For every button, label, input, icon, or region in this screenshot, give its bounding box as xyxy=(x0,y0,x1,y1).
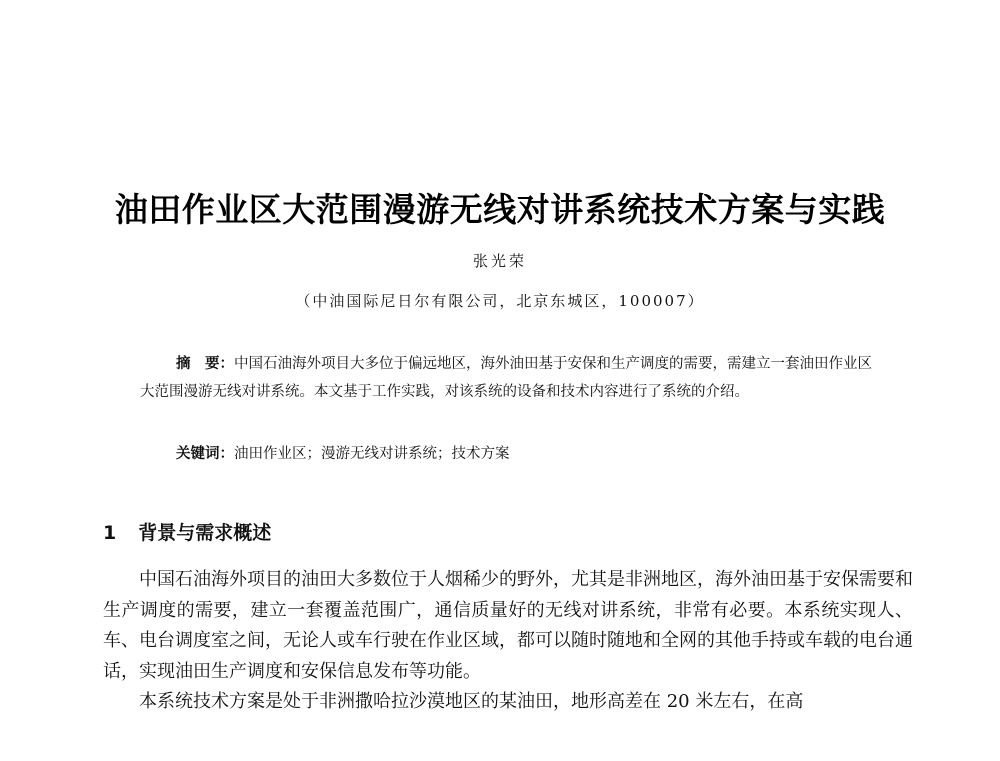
keywords-label: 关键词： xyxy=(176,446,234,462)
body-paragraph: 本系统技术方案是处于非洲撒哈拉沙漠地区的某油田，地形高差在 20 米左右，在高 xyxy=(139,691,804,712)
keywords xyxy=(176,442,876,463)
abstract-paragraph xyxy=(140,350,880,406)
author-affiliation: （中油国际尼日尔有限公司，北京东城区，100007） xyxy=(295,292,705,310)
section-body xyxy=(103,565,913,718)
section-title: 背景与需求概述 xyxy=(138,522,272,544)
paper-title: 油田作业区大范围漫游无线对讲系统技术方案与实践 xyxy=(114,190,886,229)
abstract xyxy=(140,350,880,406)
section-heading xyxy=(103,518,271,545)
abstract-text: 中国石油海外项目大多位于偏远地区，海外油田基于安保和生产调度的需要，需建立一套油田作业区大范围漫游无线对讲系统。本文基于工作实践，对该系统的设备和技术内容进行了系统的介绍。 xyxy=(140,356,872,400)
body-paragraph: 中国石油海外项目的油田大多数位于人烟稀少的野外，尤其是非洲地区，海外油田基于安保需要和生产调度的需要，建立一套覆盖范围广，通信质量好的无线对讲系统，非常有必要。本系统实现人、车、电台调度室之间，无论人或车行驶在作业区域，都可以随时随地和全网的其他手持或车载的电台通话，实现油田生产调度和安保信息发布等功能。 xyxy=(103,569,913,682)
abstract-label: 摘 要： xyxy=(176,356,234,372)
section-number: 1 xyxy=(103,522,117,544)
keywords-text: 油田作业区；漫游无线对讲系统；技术方案 xyxy=(234,446,510,462)
author-name: 张光荣 xyxy=(472,252,527,270)
